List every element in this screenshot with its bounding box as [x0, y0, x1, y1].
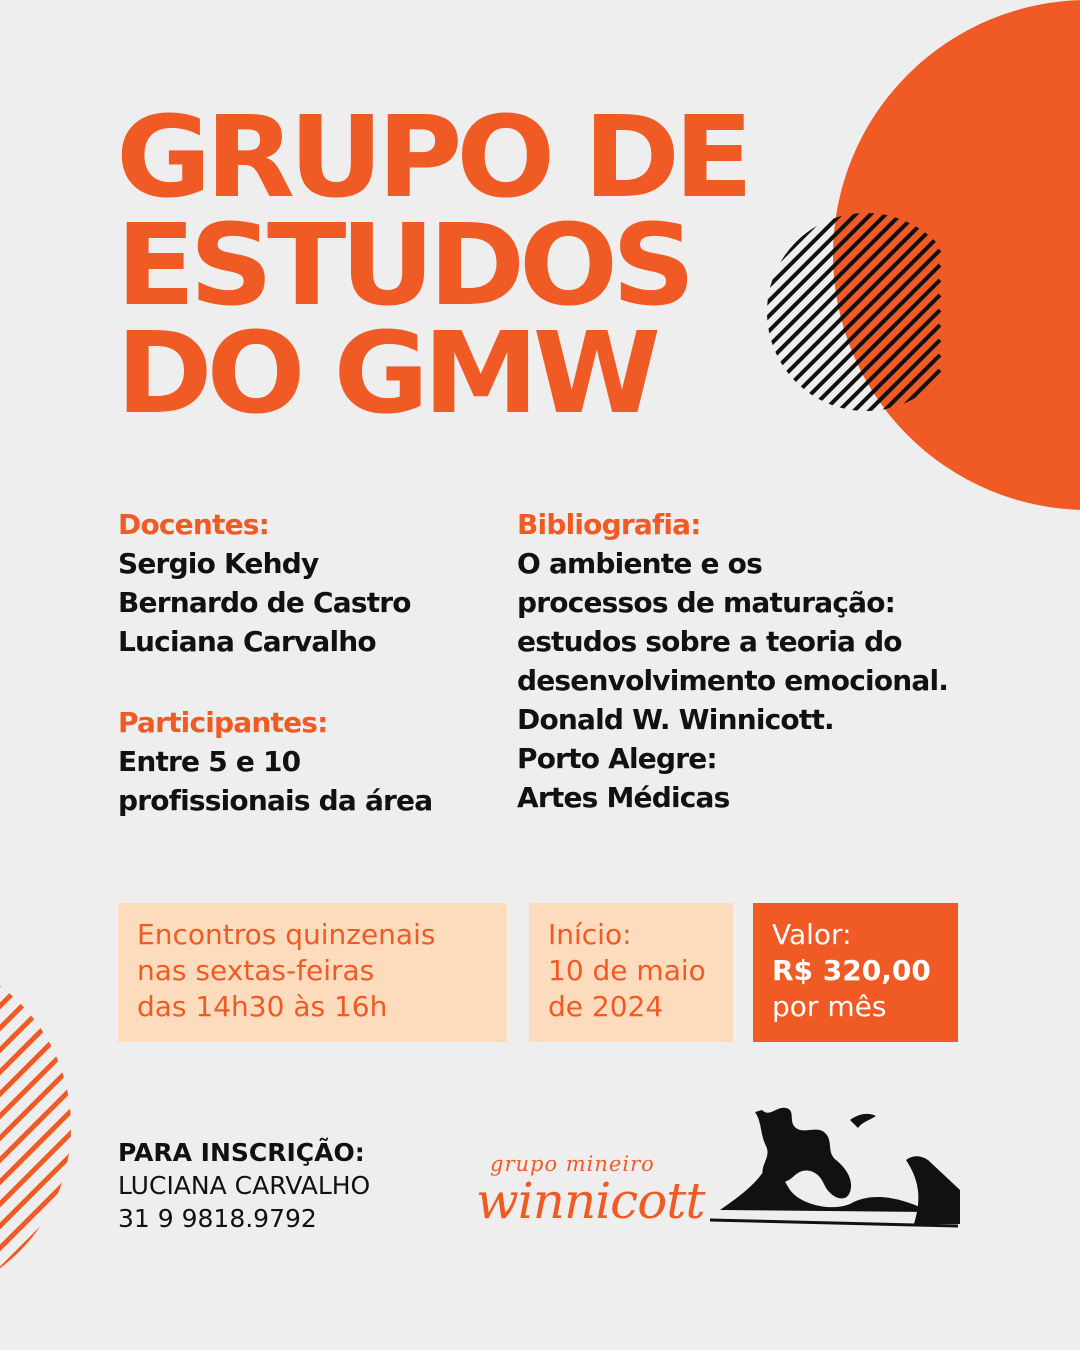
- bibliografia-line: desenvolvimento emocional.: [517, 664, 949, 697]
- docente-name: Bernardo de Castro: [118, 586, 411, 619]
- title-line-2: ESTUDOS: [116, 201, 690, 331]
- contact-section: [118, 1136, 370, 1235]
- start-date-box: [529, 903, 733, 1042]
- price-box: [753, 903, 958, 1042]
- participantes-line: Entre 5 e 10: [118, 745, 301, 778]
- contact-phone: 31 9 9818.9792: [118, 1204, 317, 1233]
- schedule-line: nas sextas-feiras: [137, 954, 375, 987]
- bibliografia-line: Artes Médicas: [517, 781, 730, 814]
- contact-name: LUCIANA CARVALHO: [118, 1171, 371, 1200]
- docente-name: Sergio Kehdy: [118, 547, 319, 580]
- title-line-1: GRUPO DE: [116, 93, 748, 223]
- logo-big-text: winnicott: [476, 1172, 705, 1230]
- bibliografia-label: Bibliografia:: [517, 508, 701, 541]
- price-amount: R$ 320,00: [772, 954, 931, 987]
- price-period: por mês: [772, 990, 887, 1023]
- docentes-section: [118, 505, 411, 661]
- participantes-section: [118, 703, 432, 820]
- participantes-label: Participantes:: [118, 706, 328, 739]
- bibliografia-line: O ambiente e os: [517, 547, 762, 580]
- contact-heading: PARA INSCRIÇÃO:: [118, 1138, 365, 1167]
- title-line-3: DO GMW: [116, 309, 655, 439]
- logo-small-text: grupo mineiro: [490, 1152, 655, 1176]
- bibliografia-line: processos de maturação:: [517, 586, 896, 619]
- orange-striped-circle-shape: [0, 840, 100, 1350]
- start-line: Início:: [548, 918, 632, 951]
- price-label: Valor:: [772, 918, 852, 951]
- schedule-line: das 14h30 às 16h: [137, 990, 388, 1023]
- orange-circle-shape: [833, 0, 1080, 510]
- participantes-line: profissionais da área: [118, 784, 433, 817]
- winnicott-portrait-icon: [700, 1100, 962, 1230]
- docente-name: Luciana Carvalho: [118, 625, 376, 658]
- bibliografia-line: estudos sobre a teoria do: [517, 625, 902, 658]
- schedule-box: [118, 903, 507, 1042]
- bibliografia-line: Porto Alegre:: [517, 742, 717, 775]
- schedule-line: Encontros quinzenais: [137, 918, 436, 951]
- bibliografia-section: [517, 505, 948, 817]
- start-line: 10 de maio: [548, 954, 706, 987]
- bibliografia-line: Donald W. Winnicott.: [517, 703, 834, 736]
- page-title: [116, 93, 748, 439]
- start-line: de 2024: [548, 990, 664, 1023]
- docentes-label: Docentes:: [118, 508, 270, 541]
